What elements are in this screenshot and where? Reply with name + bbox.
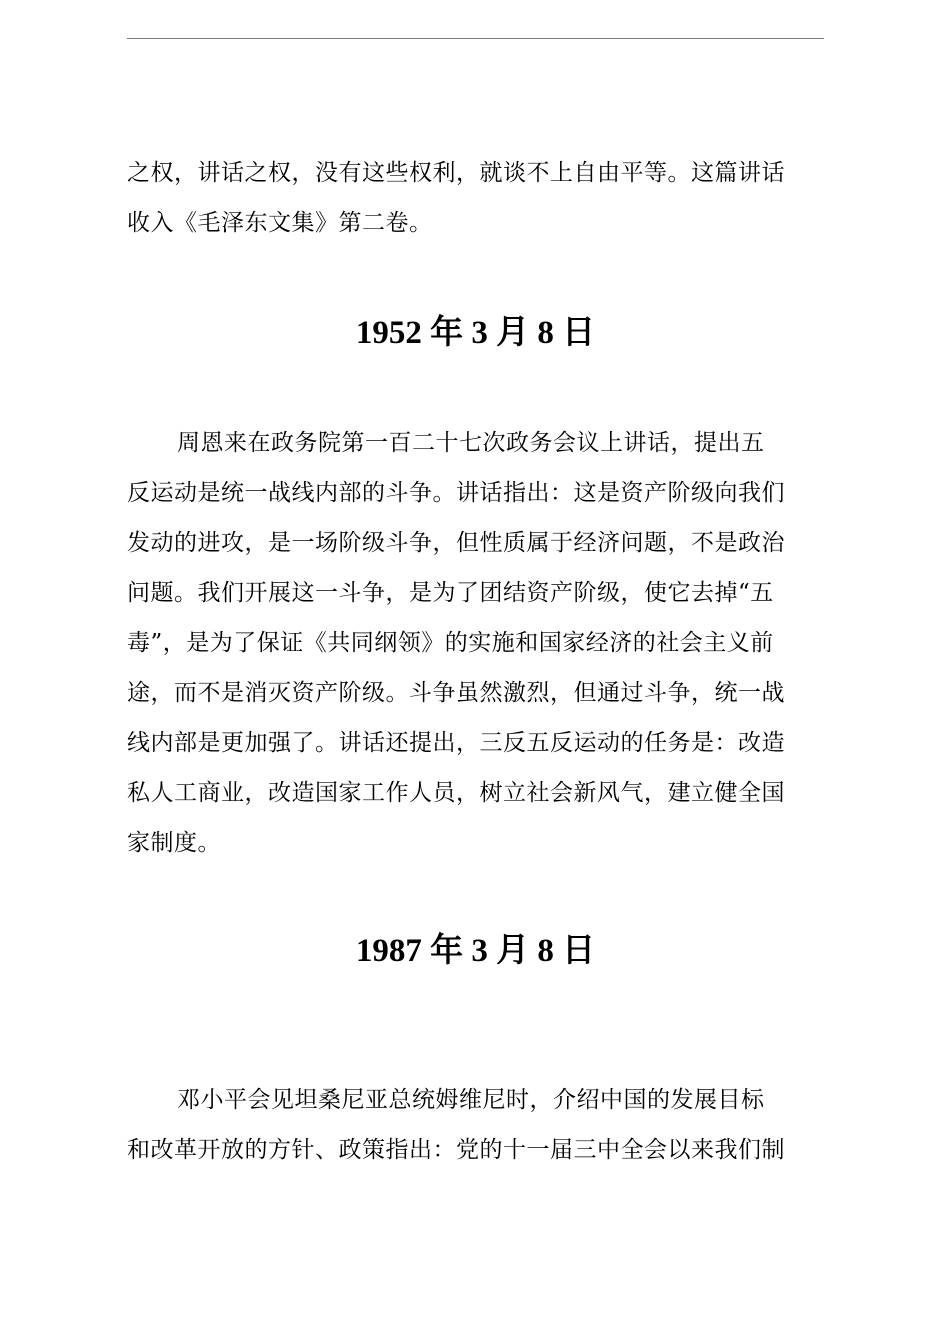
text-line: 问题。我们开展这一斗争，是为了团结资产阶级，使它去掉“五: [127, 580, 774, 606]
date-heading-1952: 1952 年 3 月 8 日: [355, 315, 596, 351]
text-line: 家制度。: [127, 830, 221, 856]
text-line: 途，而不是消灭资产阶级。斗争虽然激烈，但通过斗争，统一战: [127, 680, 785, 706]
paragraph-continuation: [127, 148, 824, 248]
text-line: 私人工商业，改造国家工作人员，树立社会新风气，建立健全国: [127, 780, 785, 806]
text-line: 周恩来在政务院第一百二十七次政务会议上讲话，提出五: [177, 430, 765, 456]
text-line: 收入《毛泽东文集》第二卷。: [127, 210, 433, 236]
text-line: 邓小平会见坦桑尼亚总统姆维尼时，介绍中国的发展目标: [177, 1087, 765, 1113]
paragraph-1952: [127, 418, 824, 868]
text-line: 毒”，是为了保证《共同纲领》的实施和国家经济的社会主义前: [127, 630, 774, 656]
date-heading-1987: 1987 年 3 月 8 日: [355, 933, 596, 969]
text-line: 和改革开放的方针、政策指出：党的十一届三中全会以来我们制: [127, 1137, 785, 1163]
paragraph-1987: [127, 1075, 824, 1175]
header-rule: [127, 38, 824, 39]
text-line: 之权，讲话之权，没有这些权利，就谈不上自由平等。这篇讲话: [127, 160, 785, 186]
text-line: 发动的进攻，是一场阶级斗争，但性质属于经济问题，不是政治: [127, 530, 785, 556]
text-line: 反运动是统一战线内部的斗争。讲话指出：这是资产阶级向我们: [127, 480, 785, 506]
text-line: 线内部是更加强了。讲话还提出，三反五反运动的任务是：改造: [127, 730, 785, 756]
